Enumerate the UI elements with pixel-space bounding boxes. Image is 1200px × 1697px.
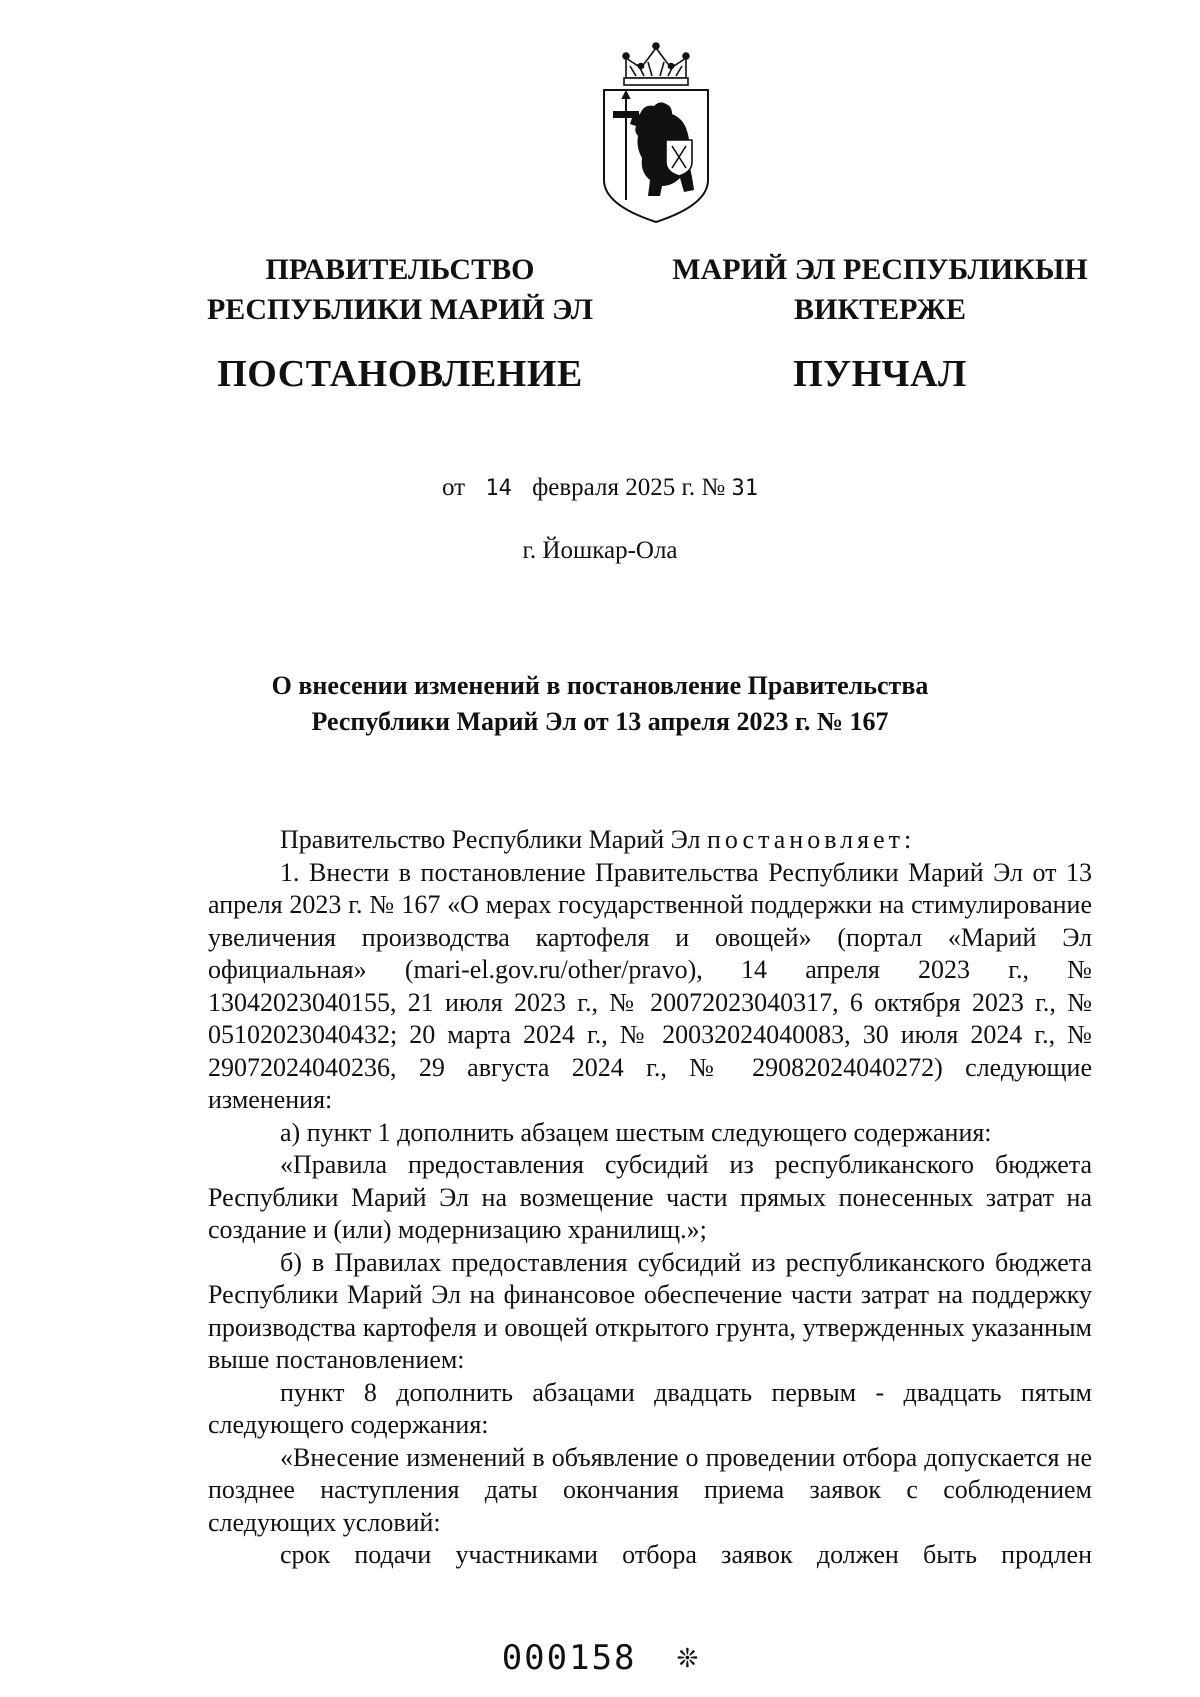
document-type: ПОСТАНОВЛЕНИЕ (217, 353, 583, 395)
intro-paragraph (208, 824, 1092, 857)
paragraph-1: 1. Внести в постановление Правительства Республики Марий Эл от 13 апреля 2023 г. № 167 «О мерах государственной поддержки на стимулирование увеличения производства картофеля и овощей» (портал «Марий Эл официальная» (mari-el.gov.ru/other/pravo), 14 апреля 2023 г., № 13042023040155, 21 июля 2023 г., № 20072023040317, 6 октября 2023 г., № 05102023040432; 20 марта 2024 г., № 20032024040083, 30 июля 2024 г., № 29072024040236, 29 августа 2024 г., № 29082024040272) следующие изменения: (208, 857, 1092, 1114)
document-date-line (0, 474, 1200, 502)
header-mari (650, 250, 1110, 396)
government-name-line1: ПРАВИТЕЛЬСТВО (265, 253, 535, 286)
intro-verb: постановляет: (706, 825, 916, 854)
header-russian (170, 250, 630, 396)
coat-of-arms-emblem (596, 40, 716, 226)
paragraph-6: «Внесение изменений в объявление о проведении отбора допускается не позднее наступления даты окончания приема заявок с соблюдением следующих условий: (208, 1442, 1092, 1537)
document-body (208, 824, 1092, 1572)
asterisk-mark-icon: ❊ (676, 1644, 699, 1673)
crown-icon (623, 43, 689, 85)
title-line2: Республики Марий Эл от 13 апреля 2023 г. № 167 (311, 707, 889, 736)
paragraph-2: а) пункт 1 дополнить абзацем шестым следующего содержания: (280, 1117, 992, 1147)
small-shield-icon (666, 140, 692, 176)
government-name-line2: РЕСПУБЛИКИ МАРИЙ ЭЛ (206, 293, 593, 326)
paragraph-3: «Правила предоставления субсидий из республиканского бюджета Республики Марий Эл на возмещение части прямых понесенных затрат на создание и (или) модернизацию хранилищ.»; (208, 1150, 1092, 1244)
document-number: 31 (731, 476, 759, 501)
paragraph-4: б) в Правилах предоставления субсидий из республиканского бюджета Республики Марий Эл на финансовое обеспечение части затрат на поддержку производства картофеля и овощей открытого грунта, утвержденных указанным выше постановлением: (208, 1247, 1092, 1374)
date-day: 14 (485, 476, 512, 501)
date-prefix: от (441, 474, 466, 501)
paragraph-5: пункт 8 дополнить абзацами двадцать первым - двадцать пятым следующего содержания: (208, 1377, 1092, 1439)
page-footer (0, 1638, 1200, 1678)
document-title (0, 668, 1200, 740)
title-line1: О внесении изменений в постановление Правительства (271, 671, 929, 700)
government-name-mari-line2: ВИКТЕРЖЕ (793, 293, 967, 326)
document-type-mari: ПУНЧАЛ (793, 353, 967, 395)
paragraph-7: срок подачи участниками отбора заявок должен быть продлен (280, 1540, 1092, 1569)
date-month-year: февраля 2025 г. № (532, 474, 726, 501)
city: г. Йошкар-Ола (522, 537, 678, 564)
form-serial-number: 000158 (501, 1638, 637, 1678)
government-name-mari-line1: МАРИЙ ЭЛ РЕСПУБЛИКЫН (672, 253, 1088, 286)
intro-prefix: Правительство Республики Марий Эл (280, 825, 701, 854)
